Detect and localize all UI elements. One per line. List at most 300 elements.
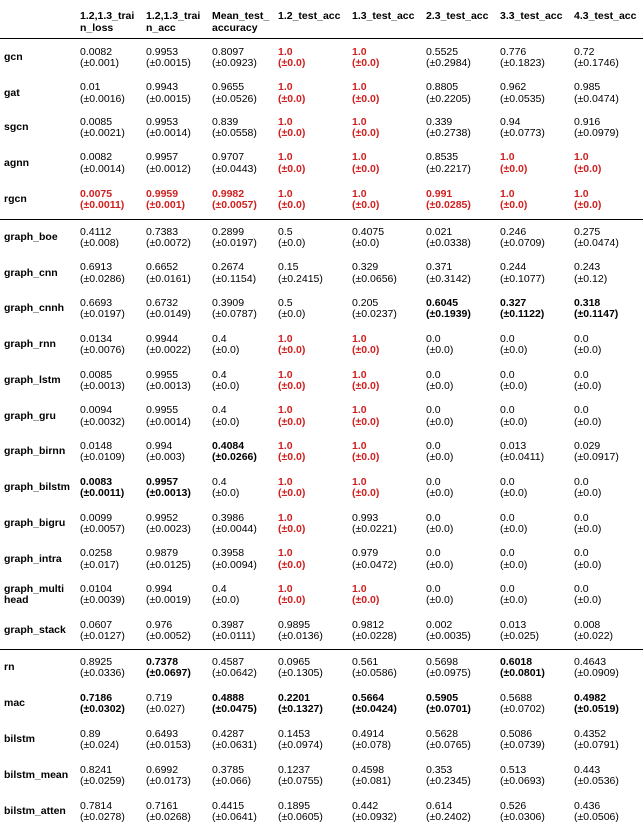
model-name: bilstm_atten xyxy=(4,805,66,818)
model-name: gat xyxy=(4,86,20,99)
metric-std: (±0.0) xyxy=(278,199,306,211)
metric-cell xyxy=(208,613,274,650)
metric-cell xyxy=(570,363,643,399)
metric-std: (±0.0) xyxy=(500,594,528,606)
header-1-3-test-acc: 1.3_test_acc xyxy=(352,10,415,22)
metric-value: 0.5086 xyxy=(500,727,533,740)
metric-value: 0.5688 xyxy=(500,691,533,704)
metric-cell xyxy=(142,181,208,220)
metric-cell xyxy=(76,758,142,794)
metric-std: (±0.1746) xyxy=(574,57,619,69)
metric-value: 0.6693 xyxy=(80,296,113,309)
metric-cell xyxy=(76,722,142,758)
metric-cell xyxy=(496,794,570,830)
metric-value: 0.246 xyxy=(500,225,527,238)
metric-value: 0.0082 xyxy=(80,151,113,163)
metric-cell xyxy=(142,146,208,181)
metric-cell xyxy=(208,291,274,327)
metric-value: 0.4643 xyxy=(574,655,607,668)
metric-std: (±0.0) xyxy=(426,380,454,392)
metric-cell xyxy=(274,470,348,506)
metric-std: (±0.0) xyxy=(574,487,602,499)
metric-value: 0.0 xyxy=(500,547,515,559)
metric-cell xyxy=(274,722,348,758)
metric-cell xyxy=(142,613,208,650)
metric-cell xyxy=(76,146,142,181)
metric-std: (±0.0526) xyxy=(212,92,257,105)
metric-std: (±0.0) xyxy=(278,558,306,571)
metric-std: (±0.0765) xyxy=(426,739,471,751)
table-row xyxy=(0,110,643,146)
metric-std: (±0.0474) xyxy=(574,92,619,105)
metric-value: 0.4587 xyxy=(212,655,245,668)
table-row xyxy=(0,146,643,181)
metric-std: (±0.0) xyxy=(352,487,380,499)
metric-std: (±0.0641) xyxy=(212,811,257,823)
metric-value: 1.0 xyxy=(352,582,367,595)
metric-cell xyxy=(208,577,274,613)
model-name: gcn xyxy=(4,51,23,64)
metric-value: 0.976 xyxy=(146,618,173,631)
metric-cell xyxy=(348,686,422,722)
metric-std: (±0.0) xyxy=(352,127,380,139)
metric-std: (±0.0057) xyxy=(212,199,257,211)
metric-std: (±0.0011) xyxy=(80,487,125,499)
metric-std: (±0.0536) xyxy=(574,775,619,787)
metric-cell xyxy=(76,577,142,613)
metric-std: (±0.0) xyxy=(278,594,306,606)
metric-std: (±0.0693) xyxy=(500,775,545,787)
metric-std: (±0.0) xyxy=(426,523,454,535)
metric-value: 0.3986 xyxy=(212,511,245,524)
metric-value: 1.0 xyxy=(352,187,367,200)
metric-cell xyxy=(274,542,348,577)
metric-cell xyxy=(142,577,208,613)
metric-value: 0.526 xyxy=(500,799,527,812)
metric-std: (±0.0506) xyxy=(574,811,619,823)
metric-cell xyxy=(274,434,348,470)
metric-std: (±0.001) xyxy=(146,199,186,211)
header-2-3-test-acc: 2.3_test_acc xyxy=(426,10,489,22)
metric-value: 0.8805 xyxy=(426,81,459,93)
metric-value: 0.0 xyxy=(574,511,589,524)
metric-cell xyxy=(76,110,142,146)
metric-std: (±0.0072) xyxy=(146,237,191,249)
metric-value: 0.6992 xyxy=(146,763,179,776)
metric-cell xyxy=(422,291,496,327)
metric-cell xyxy=(274,363,348,399)
metric-std: (±0.0014) xyxy=(80,162,125,175)
metric-std: (±0.0) xyxy=(278,127,306,139)
metric-std: (±0.0) xyxy=(574,199,602,211)
model-name: mac xyxy=(4,697,26,710)
metric-cell xyxy=(422,181,496,220)
metric-std: (±0.0979) xyxy=(574,127,619,139)
metric-value: 1.0 xyxy=(352,115,367,128)
metric-value: 1.0 xyxy=(278,582,293,595)
metric-cell xyxy=(348,434,422,470)
metric-value: 0.9955 xyxy=(146,404,179,416)
metric-std: (±0.017) xyxy=(80,558,120,571)
metric-cell xyxy=(496,220,570,257)
metric-std: (±0.0) xyxy=(278,415,306,428)
metric-cell xyxy=(348,613,422,650)
metric-value: 0.0 xyxy=(426,332,441,345)
metric-value: 0.7383 xyxy=(146,225,179,238)
metric-value: 0.9812 xyxy=(352,618,385,631)
model-name: bilstm_mean xyxy=(4,769,69,782)
metric-value: 0.6732 xyxy=(146,296,179,309)
metric-value: 1.0 xyxy=(574,151,589,163)
metric-value: 0.9952 xyxy=(146,511,179,524)
metric-value: 0.4 xyxy=(212,332,227,345)
metric-std: (±0.081) xyxy=(352,775,392,787)
metric-cell xyxy=(570,794,643,830)
metric-std: (±0.0443) xyxy=(212,162,257,175)
metric-cell xyxy=(142,399,208,434)
metric-cell xyxy=(208,434,274,470)
metric-std: (±0.0) xyxy=(352,199,380,211)
metric-std: (±0.0) xyxy=(352,380,380,392)
metric-std: (±0.0) xyxy=(574,523,602,535)
metric-value: 0.9959 xyxy=(146,187,179,200)
metric-value: 1.0 xyxy=(352,475,367,488)
metric-cell xyxy=(570,650,643,687)
table-row xyxy=(0,542,643,577)
metric-cell xyxy=(496,577,570,613)
table-row xyxy=(0,758,643,794)
metric-std: (±0.0801) xyxy=(500,667,545,679)
metric-std: (±0.0) xyxy=(574,162,602,175)
metric-std: (±0.0424) xyxy=(352,703,397,715)
metric-cell xyxy=(76,220,142,257)
metric-cell xyxy=(348,577,422,613)
metric-value: 0.7161 xyxy=(146,799,179,812)
model-name: graph_rnn xyxy=(4,338,56,351)
metric-std: (±0.0) xyxy=(574,558,602,571)
model-name: bilstm xyxy=(4,733,35,746)
header-train-loss: 1.2,1.3_trai n_loss xyxy=(80,10,135,34)
metric-value: 0.2201 xyxy=(278,691,311,704)
metric-std: (±0.0) xyxy=(500,487,528,499)
metric-std: (±0.0) xyxy=(500,199,528,211)
metric-std: (±0.0015) xyxy=(146,92,191,105)
metric-cell xyxy=(274,506,348,542)
metric-cell xyxy=(76,256,142,291)
metric-value: 0.0 xyxy=(500,582,515,595)
metric-value: 0.89 xyxy=(80,727,101,740)
metric-cell xyxy=(422,77,496,110)
metric-cell xyxy=(348,722,422,758)
metric-std: (±0.027) xyxy=(146,703,186,715)
metric-value: 1.0 xyxy=(278,45,293,58)
metric-value: 1.0 xyxy=(278,547,293,559)
metric-cell xyxy=(208,220,274,257)
metric-cell xyxy=(208,363,274,399)
metric-value: 0.0 xyxy=(426,368,441,381)
metric-std: (±0.0016) xyxy=(80,92,125,105)
metric-value: 1.0 xyxy=(352,404,367,416)
metric-cell xyxy=(570,181,643,220)
metric-cell xyxy=(570,256,643,291)
metric-std: (±0.0) xyxy=(212,415,240,428)
metric-value: 0.436 xyxy=(574,799,601,812)
metric-value: 0.0075 xyxy=(80,187,113,200)
metric-cell xyxy=(142,327,208,363)
metric-cell xyxy=(422,613,496,650)
table-row xyxy=(0,39,643,78)
metric-value: 0.0 xyxy=(426,547,441,559)
metric-std: (±0.0278) xyxy=(80,811,125,823)
metric-cell xyxy=(76,650,142,687)
metric-cell xyxy=(496,146,570,181)
metric-std: (±0.0286) xyxy=(80,272,125,285)
table-row xyxy=(0,399,643,434)
metric-value: 0.2899 xyxy=(212,225,245,238)
metric-cell xyxy=(274,650,348,687)
metric-std: (±0.022) xyxy=(574,630,614,642)
metric-value: 0.4352 xyxy=(574,727,607,740)
metric-std: (±0.0) xyxy=(212,594,240,606)
metric-value: 0.9982 xyxy=(212,187,245,200)
metric-value: 0.0 xyxy=(500,332,515,345)
metric-value: 0.0083 xyxy=(80,475,113,488)
metric-std: (±0.066) xyxy=(212,775,252,787)
table-body xyxy=(0,39,643,831)
metric-cell xyxy=(76,181,142,220)
metric-std: (±0.0656) xyxy=(352,272,397,285)
metric-value: 0.7186 xyxy=(80,691,113,704)
metric-value: 0.8097 xyxy=(212,45,245,58)
metric-std: (±0.0932) xyxy=(352,811,397,823)
metric-cell xyxy=(496,722,570,758)
metric-value: 0.614 xyxy=(426,799,453,812)
metric-std: (±0.0021) xyxy=(80,127,125,139)
metric-std: (±0.0) xyxy=(212,344,240,356)
metric-cell xyxy=(422,146,496,181)
table-row xyxy=(0,686,643,722)
metric-cell xyxy=(348,256,422,291)
metric-value: 0.916 xyxy=(574,115,601,128)
model-name: graph_intra xyxy=(4,552,62,565)
table-row xyxy=(0,722,643,758)
metric-value: 0.4914 xyxy=(352,727,385,740)
metric-std: (±0.0013) xyxy=(80,380,125,392)
metric-std: (±0.0014) xyxy=(146,127,191,139)
table-row xyxy=(0,794,643,830)
metric-cell xyxy=(142,77,208,110)
model-name: graph_boe xyxy=(0,220,76,257)
metric-std: (±0.2345) xyxy=(426,775,471,787)
metric-value: 0.1895 xyxy=(278,799,311,812)
header-4-3-test-acc: 4.3_test_acc xyxy=(574,10,637,22)
metric-cell xyxy=(570,77,643,110)
header-3-3-test-acc: 3.3_test_acc xyxy=(500,10,563,22)
metric-std: (±0.0) xyxy=(574,380,602,392)
model-name: graph_birnn xyxy=(4,445,66,458)
metric-std: (±0.2402) xyxy=(426,811,471,823)
metric-std: (±0.2415) xyxy=(278,272,323,285)
metric-value: 0.0 xyxy=(574,368,589,381)
metric-cell xyxy=(422,39,496,78)
model-name: graph_bigru xyxy=(4,517,66,530)
metric-value: 0.994 xyxy=(146,439,173,452)
metric-std: (±0.0519) xyxy=(574,703,619,715)
metric-cell xyxy=(348,470,422,506)
metric-value: 0.0104 xyxy=(80,582,113,595)
metric-std: (±0.003) xyxy=(146,451,186,463)
table-row xyxy=(0,327,643,363)
metric-value: 1.0 xyxy=(278,332,293,345)
metric-value: 0.2674 xyxy=(212,261,245,273)
metric-std: (±0.0) xyxy=(278,237,306,249)
metric-value: 0.4415 xyxy=(212,799,245,812)
metric-cell xyxy=(142,291,208,327)
metric-cell xyxy=(142,650,208,687)
metric-cell xyxy=(142,256,208,291)
metric-cell xyxy=(348,758,422,794)
metric-value: 0.4112 xyxy=(80,225,112,238)
metric-std: (±0.0787) xyxy=(212,308,257,320)
metric-cell xyxy=(76,434,142,470)
metric-cell xyxy=(348,650,422,687)
metric-std: (±0.0709) xyxy=(500,237,545,249)
metric-value: 0.9953 xyxy=(146,115,179,128)
metric-value: 0.0148 xyxy=(80,439,113,452)
metric-value: 0.776 xyxy=(500,45,527,58)
metric-cell xyxy=(348,794,422,830)
metric-value: 0.4 xyxy=(212,475,227,488)
metric-std: (±0.0474) xyxy=(574,237,619,249)
metric-cell xyxy=(76,363,142,399)
metric-value: 1.0 xyxy=(352,151,367,163)
metric-value: 0.329 xyxy=(352,261,379,273)
metric-std: (±0.0022) xyxy=(146,344,191,356)
metric-value: 1.0 xyxy=(574,187,589,200)
model-name: graph_bilstm xyxy=(4,481,70,494)
metric-value: 0.4287 xyxy=(212,727,245,740)
table-row xyxy=(0,291,643,327)
metric-cell xyxy=(348,181,422,220)
metric-std: (±0.0161) xyxy=(146,272,191,285)
metric-value: 0.0 xyxy=(574,332,589,345)
metric-value: 0.243 xyxy=(574,261,601,273)
metric-cell xyxy=(208,77,274,110)
metric-std: (±0.0917) xyxy=(574,451,619,463)
metric-std: (±0.0773) xyxy=(500,127,545,139)
metric-cell xyxy=(570,542,643,577)
metric-cell xyxy=(422,110,496,146)
metric-std: (±0.0) xyxy=(500,415,528,428)
metric-cell xyxy=(274,39,348,78)
metric-value: 1.0 xyxy=(352,45,367,58)
metric-std: (±0.0475) xyxy=(212,703,257,715)
metric-value: 0.013 xyxy=(500,439,527,452)
metric-cell xyxy=(208,110,274,146)
metric-cell xyxy=(142,542,208,577)
metric-std: (±0.0) xyxy=(426,594,454,606)
metric-std: (±0.0015) xyxy=(146,57,191,69)
metric-value: 1.0 xyxy=(278,511,293,524)
metric-value: 0.9953 xyxy=(146,45,179,58)
metric-cell xyxy=(76,291,142,327)
metric-cell xyxy=(570,327,643,363)
metric-value: 0.0965 xyxy=(278,655,311,668)
metric-value: 0.513 xyxy=(500,763,527,776)
metric-std: (±0.0153) xyxy=(146,739,191,751)
metric-std: (±0.0259) xyxy=(80,775,125,787)
metric-cell xyxy=(348,327,422,363)
table-row xyxy=(0,506,643,542)
metric-std: (±0.0) xyxy=(426,415,454,428)
metric-std: (±0.0) xyxy=(352,162,380,175)
metric-value: 0.01 xyxy=(80,81,101,93)
metric-cell xyxy=(208,542,274,577)
metric-value: 0.5628 xyxy=(426,727,459,740)
metric-std: (±0.0) xyxy=(426,451,454,463)
metric-std: (±0.0) xyxy=(278,308,306,320)
metric-cell xyxy=(274,794,348,830)
metric-value: 0.9957 xyxy=(146,151,179,163)
metric-value: 1.0 xyxy=(278,187,293,200)
metric-value: 1.0 xyxy=(278,475,293,488)
table-row xyxy=(0,577,643,613)
model-name: graph_lstm xyxy=(4,374,61,387)
metric-std: (±0.1122) xyxy=(500,308,545,320)
metric-value: 0.013 xyxy=(500,618,527,631)
metric-value: 1.0 xyxy=(278,81,293,93)
metric-value: 0.719 xyxy=(146,691,173,704)
metric-std: (±0.0044) xyxy=(212,523,257,535)
metric-value: 1.0 xyxy=(500,187,515,200)
metric-cell xyxy=(76,327,142,363)
metric-value: 1.0 xyxy=(278,439,293,452)
metric-cell xyxy=(422,577,496,613)
metric-cell xyxy=(208,758,274,794)
metric-std: (±0.12) xyxy=(574,272,608,285)
metric-std: (±0.0125) xyxy=(146,558,191,571)
metric-value: 0.9879 xyxy=(146,547,179,559)
metric-cell xyxy=(570,110,643,146)
metric-cell xyxy=(422,399,496,434)
metric-cell xyxy=(570,434,643,470)
metric-std: (±0.0472) xyxy=(352,558,397,571)
metric-std: (±0.0306) xyxy=(500,811,545,823)
metric-std: (±0.0) xyxy=(500,162,528,175)
metric-cell xyxy=(348,399,422,434)
metric-std: (±0.0) xyxy=(426,558,454,571)
metric-value: 1.0 xyxy=(278,115,293,128)
metric-value: 0.0 xyxy=(574,547,589,559)
metric-cell xyxy=(142,434,208,470)
metric-value: 0.9655 xyxy=(212,81,245,93)
metric-value: 0.371 xyxy=(426,261,453,273)
metric-std: (±0.025) xyxy=(500,630,540,642)
metric-cell xyxy=(570,146,643,181)
metric-value: 0.0085 xyxy=(80,368,113,381)
metric-std: (±0.0535) xyxy=(500,92,545,105)
metric-std: (±0.0739) xyxy=(500,739,545,751)
metric-value: 0.979 xyxy=(352,547,379,559)
metric-value: 1.0 xyxy=(352,439,367,452)
metric-std: (±0.0) xyxy=(426,344,454,356)
metric-std: (±0.001) xyxy=(80,57,120,69)
metric-std: (±0.2205) xyxy=(426,92,471,105)
metric-cell xyxy=(142,110,208,146)
metric-std: (±0.0) xyxy=(278,380,306,392)
metric-cell xyxy=(496,542,570,577)
metric-std: (±0.0) xyxy=(278,523,306,535)
